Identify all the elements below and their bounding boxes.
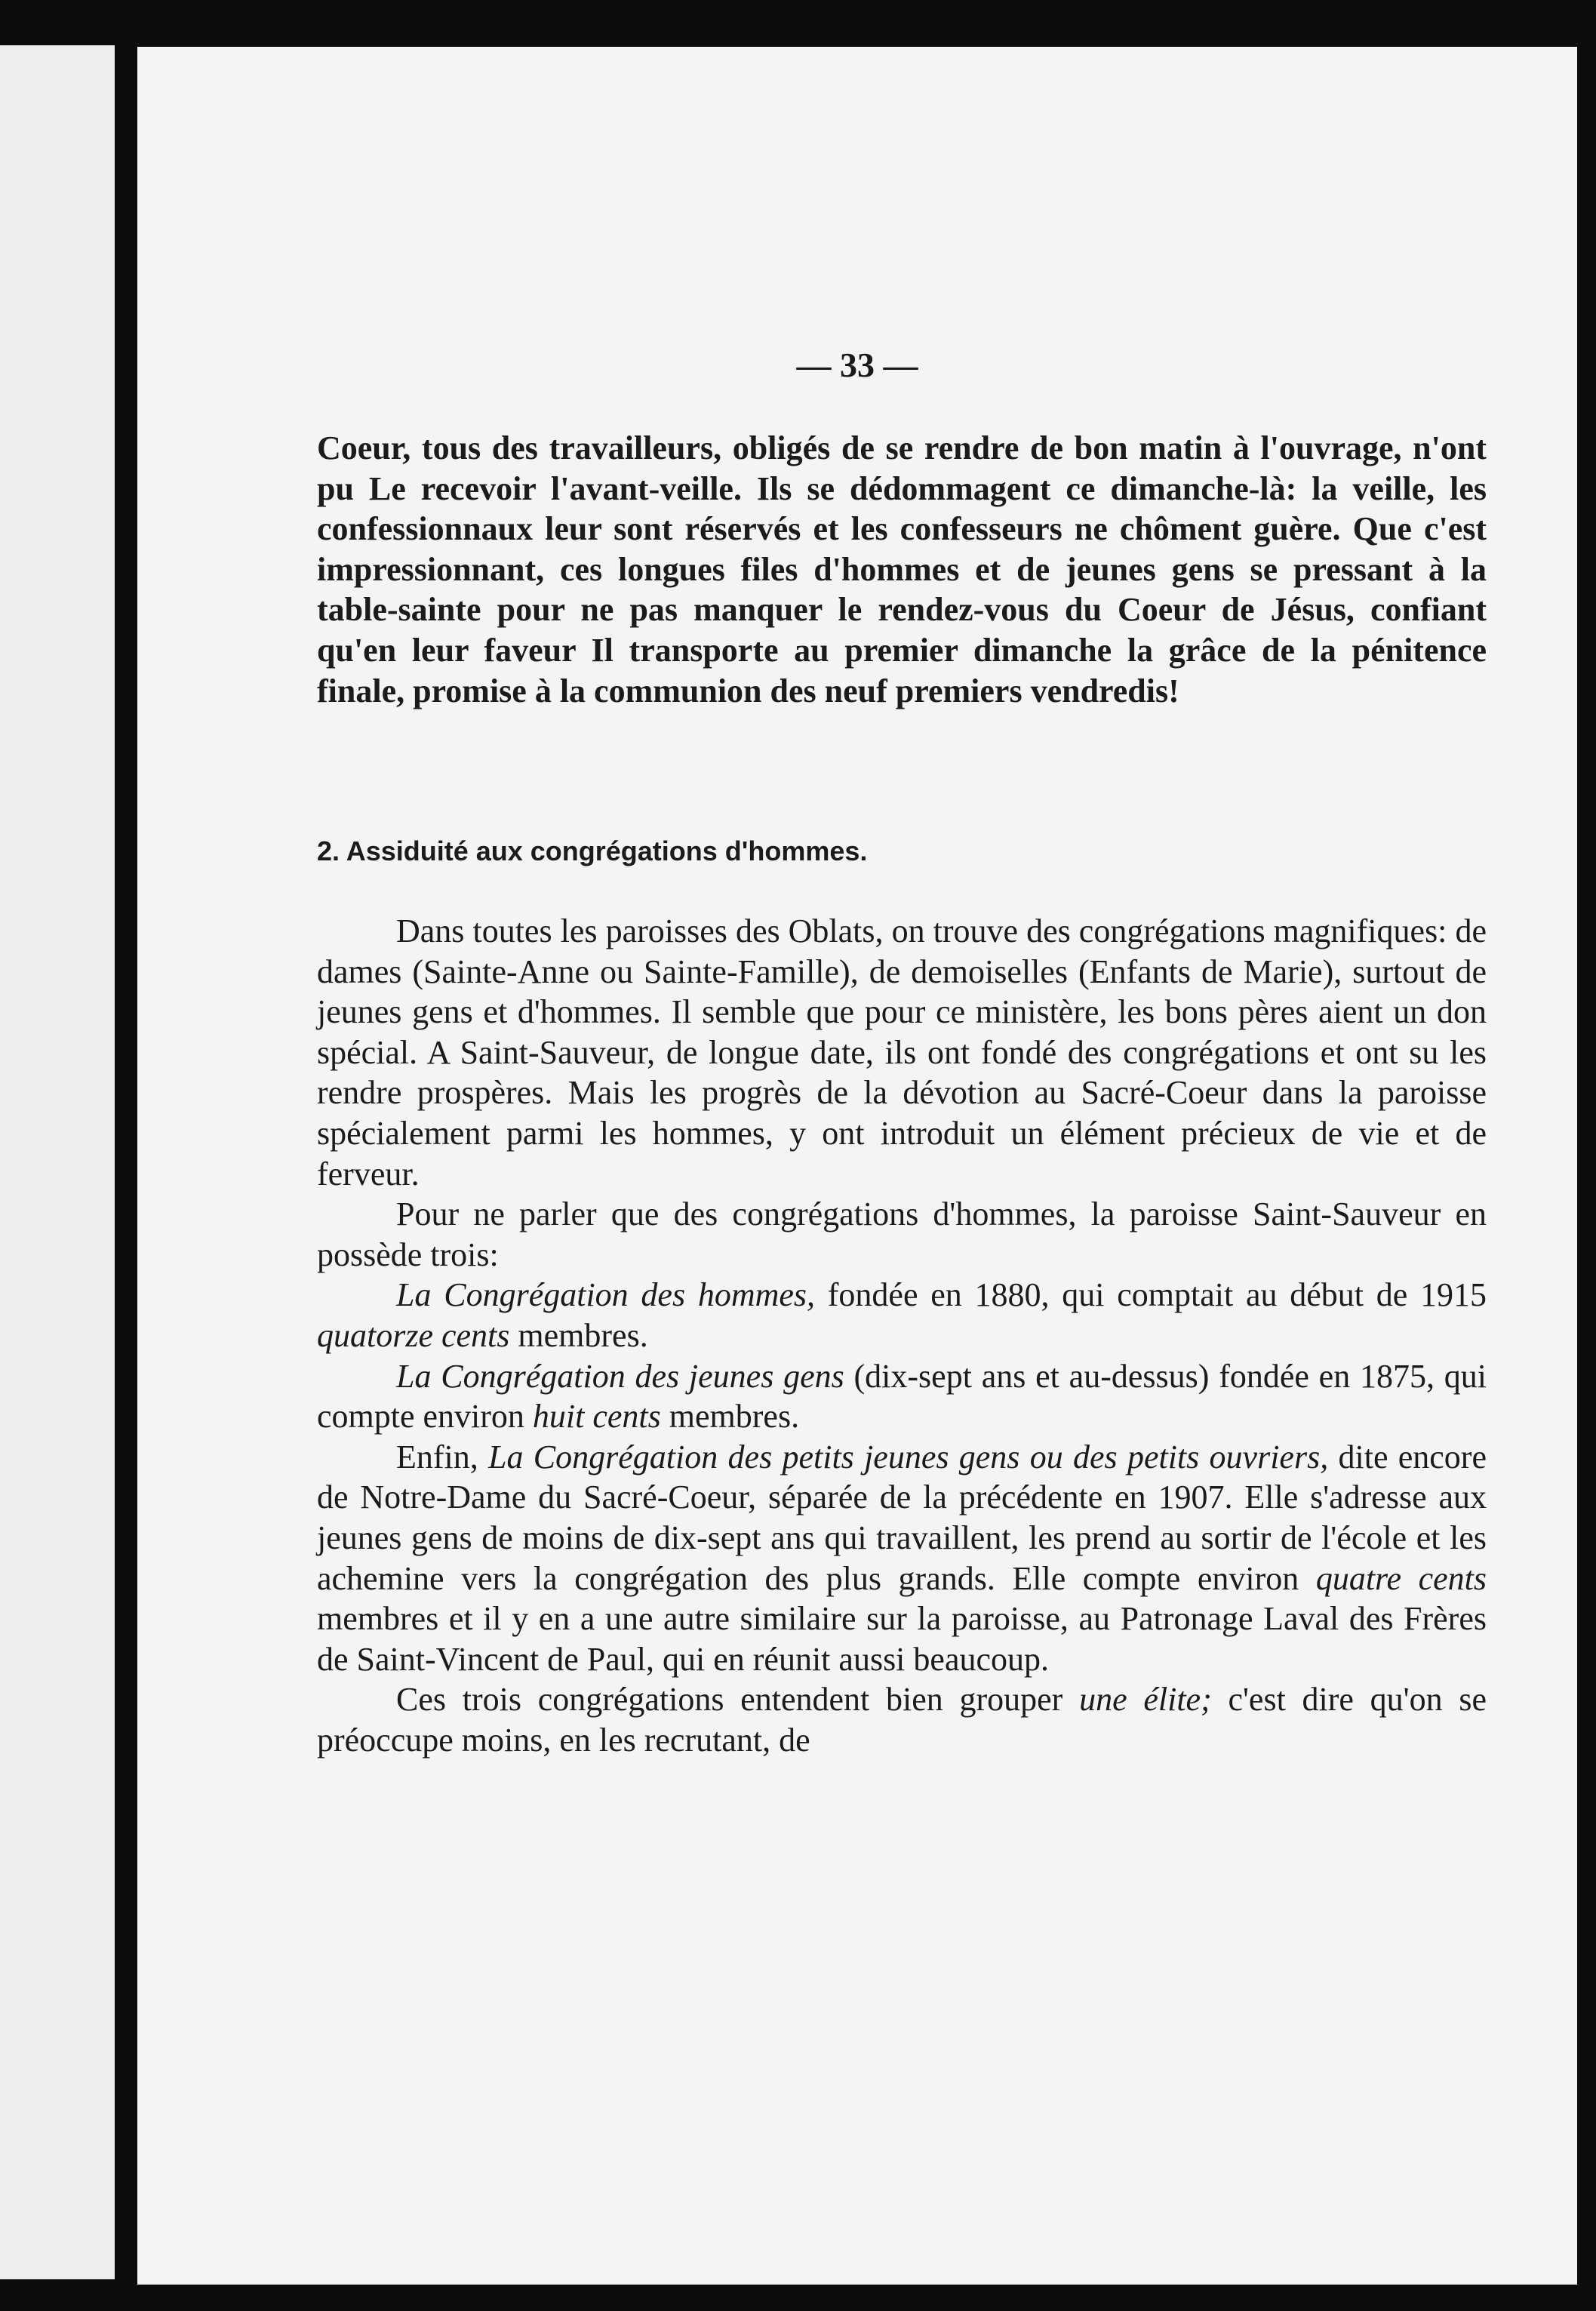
book-page <box>137 47 1577 2285</box>
opening-paragraph <box>317 428 1487 711</box>
paragraph-trois-congregations: Pour ne parler que des congrégations d'hommes, la paroisse Saint-Sauveur en possède trois: <box>317 1196 1487 1273</box>
member-count-petits: quatre cents <box>1315 1559 1487 1597</box>
congregation-petits-title: La Congrégation des petits jeunes gens ou des petits ouvriers, <box>488 1438 1329 1476</box>
adjacent-page-edge <box>0 45 115 2279</box>
elite-emphasis: une élite; <box>1079 1681 1212 1719</box>
paragraph-congregation-jeunes: La Congrégation des jeunes gens (dix-sept ans et au-dessus) fondée en 1875, qui compte environ huit cents membres. <box>317 1357 1487 1436</box>
member-count-hommes: quatorze cents <box>317 1316 510 1354</box>
congregation-jeunes-title: La Congrégation des jeunes gens <box>396 1357 844 1395</box>
congregation-hommes-title: La Congrégation des hommes, <box>396 1276 816 1314</box>
paragraph-coeur: Coeur, tous des travailleurs, obligés de se rendre de bon matin à l'ouvrage, n'ont pu Le recevoir l'avant-veille. Ils se dédommagent ce dimanche-là: la veille, les confessionnaux leur sont réservés et les confesseurs ne chôment guère. Que c'est impressionnant, ces longues files d'hommes et de jeunes gens se pressant à la table-sainte pour ne pas manquer le rendez-vous du Coeur de Jésus, confiant qu'en leur faveur Il transporte au premier dimanche la grâce de la pénitence finale, promise à la communion des neuf premiers vendredis! <box>317 429 1487 709</box>
paragraph-elite: Ces trois congrégations entendent bien grouper une élite; c'est dire qu'on se préoccupe moins, en les recrutant, de <box>317 1681 1487 1759</box>
member-count-jeunes: huit cents <box>532 1398 661 1436</box>
paragraph-oblats: Dans toutes les paroisses des Oblats, on trouve des congrégations magnifiques: de dames (Sainte-Anne ou Sainte-Famille), de demoiselles (Enfants de Marie), surtout de jeunes gens et d'hommes. Il semble que pour ce ministère, les bons pères aient un don spécial. A Saint-Sauveur, de longue date, ils ont fondé des congrégations et ont su les rendre prospères. Mais les progrès de la dévotion au Sacré-Coeur dans la paroisse spécialement parmi les hommes, y ont introduit un élément précieux de vie et de ferveur. <box>317 912 1487 1192</box>
page-number: — 33 — <box>796 346 918 384</box>
section-heading: 2. Assiduité aux congrégations d'hommes. <box>317 835 868 866</box>
paragraph-congregation-petits: Enfin, La Congrégation des petits jeunes gens ou des petits ouvriers, dite encore de Notre-Dame du Sacré-Coeur, séparée de la précédente en 1907. Elle s'adresse aux jeunes gens de moins de dix-sept ans qui travaillent, les prend au sortir de l'école et les achemine vers la congrégation des plus grands. Elle compte environ quatre cents membres et il y en a une autre similaire sur la paroisse, au Patronage Laval des Frères de Saint-Vincent de Paul, qui en réunit aussi beaucoup. <box>317 1438 1487 1678</box>
section-body <box>317 911 1487 1760</box>
paragraph-congregation-hommes: La Congrégation des hommes, fondée en 1880, qui comptait au début de 1915 quatorze cents membres. <box>317 1276 1487 1354</box>
